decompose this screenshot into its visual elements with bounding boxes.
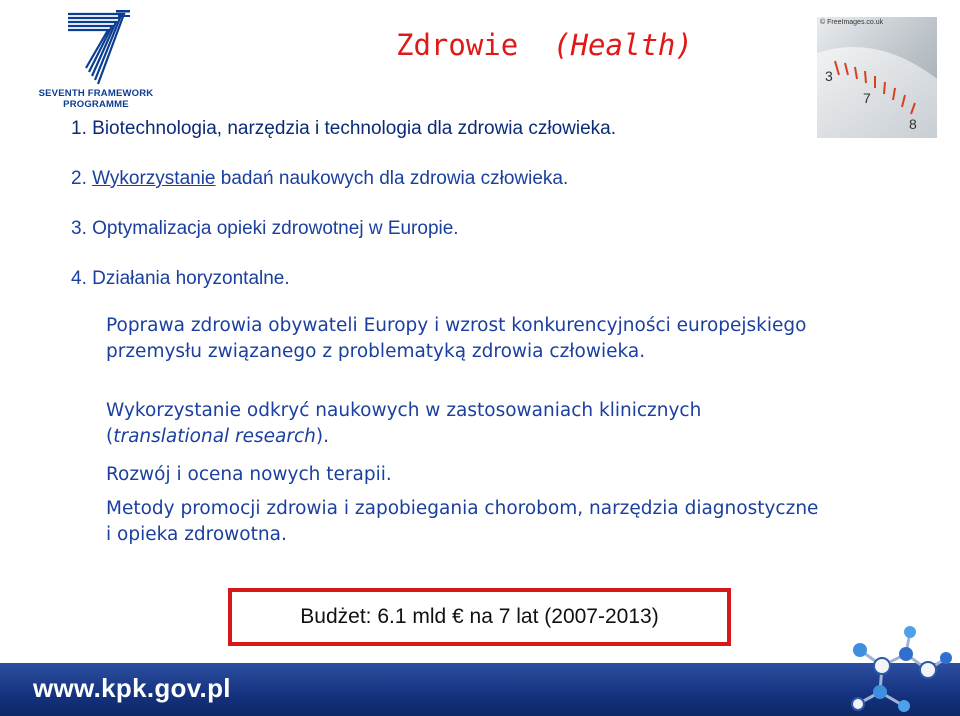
p2-text-em: translational research	[113, 426, 316, 447]
list-number: 3.	[71, 218, 87, 239]
molecule-icon	[820, 614, 960, 716]
title-sub: (Health)	[553, 28, 693, 62]
svg-text:7: 7	[863, 90, 871, 106]
logo-line-1: SEVENTH FRAMEWORK	[38, 88, 154, 99]
list-text-underlined: Wykorzystanie	[92, 168, 216, 189]
topics-list	[71, 116, 616, 291]
footer-url-link[interactable]: www.kpk.gov.pl	[33, 673, 231, 703]
list-number: 1.	[71, 118, 87, 139]
list-item	[71, 216, 616, 241]
fp7-seven-icon	[58, 8, 136, 88]
footer-bar	[0, 663, 960, 716]
list-item	[71, 266, 616, 291]
title-main: Zdrowie	[396, 28, 519, 62]
svg-text:3: 3	[825, 68, 833, 84]
list-item	[71, 116, 616, 141]
thermometer-photo	[817, 17, 937, 138]
paragraph-translational	[106, 398, 826, 450]
list-text: Biotechnologia, narzędzia i technologia dla zdrowia człowieka.	[92, 118, 617, 139]
paragraph-goal: Poprawa zdrowia obywateli Europy i wzrost konkurencyjności europejskiego przemysłu związanego z problematyką zdrowia człowieka.	[106, 315, 807, 362]
p2-text-b: ).	[315, 426, 330, 447]
paragraph-therapies: Rozwój i ocena nowych terapii.	[106, 464, 392, 485]
fp7-logo-text	[38, 88, 154, 110]
list-number: 4.	[71, 268, 87, 289]
fp7-logo	[38, 8, 154, 112]
list-text: Optymalizacja opieki zdrowotnej w Europie.	[92, 218, 459, 239]
p2-text-a: Wykorzystanie odkryć naukowych w zastosowaniach klinicznych (	[106, 400, 702, 447]
list-item	[71, 166, 616, 191]
thermometer-icon	[817, 17, 937, 138]
list-number: 2.	[71, 168, 87, 189]
paragraph-prevention: Metody promocji zdrowia i zapobiegania chorobom, narzędzia diagnostyczne i opieka zdrowotna.	[106, 498, 819, 545]
photo-credit: © FreeImages.co.uk	[820, 19, 884, 26]
list-text: badań naukowych dla zdrowia człowieka.	[215, 168, 569, 189]
budget-box	[228, 588, 731, 646]
svg-text:8: 8	[909, 116, 917, 132]
list-text: Działania horyzontalne.	[92, 268, 290, 289]
logo-line-2: PROGRAMME	[63, 99, 129, 110]
budget-label: Budżet: 6.1 mld € na 7 lat (2007-2013)	[300, 605, 659, 628]
page-title	[396, 28, 693, 62]
